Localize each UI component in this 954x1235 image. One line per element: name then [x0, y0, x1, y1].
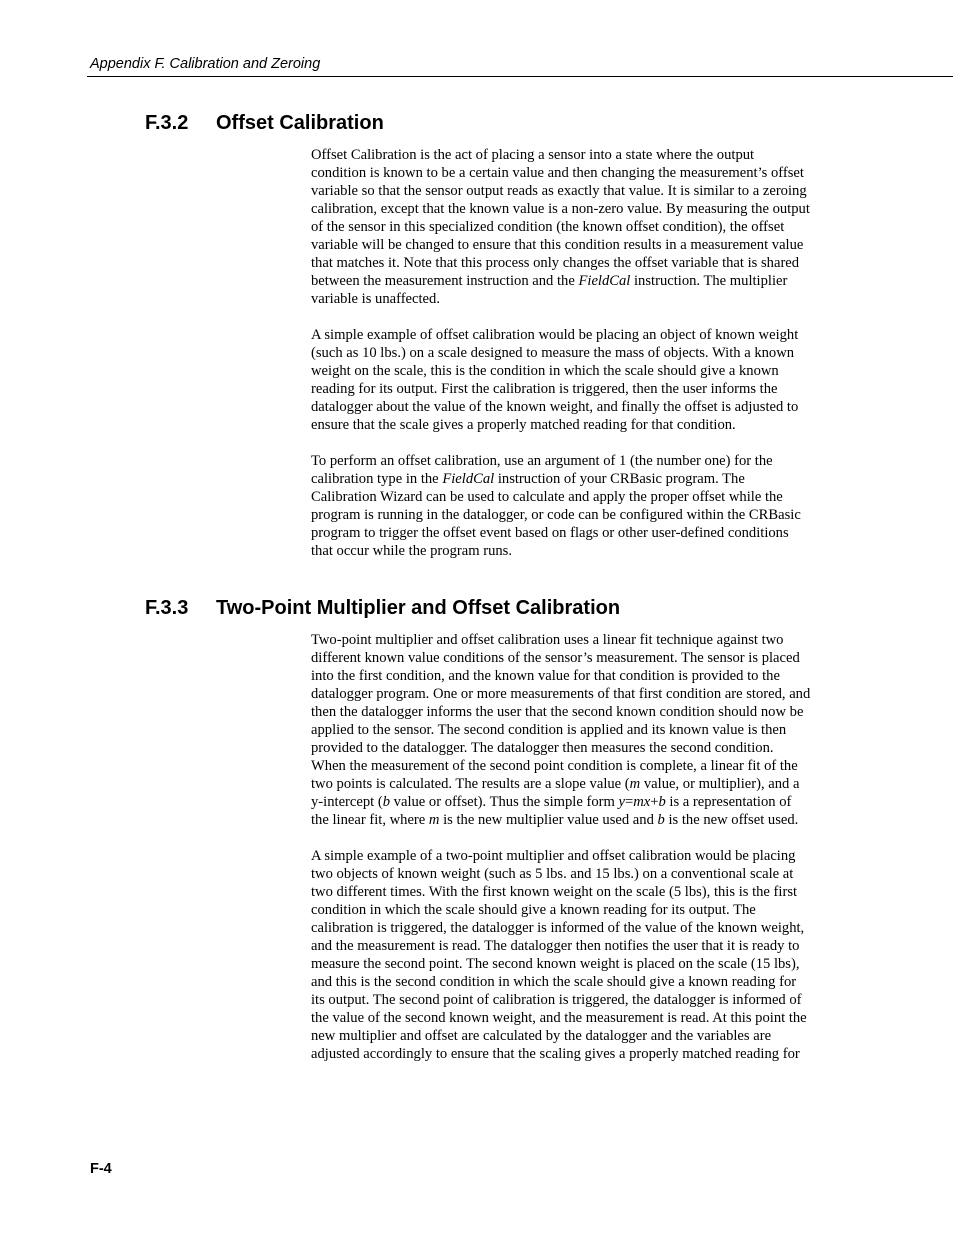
paragraph [311, 452, 811, 560]
paragraph [311, 847, 811, 1063]
section-heading-two-point-calibration [145, 597, 620, 620]
text-run: A simple example of a two-point multiplier and offset calibration would be placing two objects of known weight (such as 5 lbs. and 15 lbs.) on a conventional scale at two different times. With the first known weight on the scale (5 lbs), this is the first condition in which the scale should give a known reading for its output. The calibration is triggered, the datalogger is informed of the value of the known weight, and the measurement is read. The datalogger then notifies the user that it is ready to measure the second point. The second known weight is placed on the scale (15 lbs), and this is the second condition in which the scale should give a known reading for its output. The second point of calibration is triggered, the datalogger is informed of the value of the second known weight, and the measurement is read. At this point the new multiplier and offset are calculated by the datalogger and the variables are adjusted accordingly to ensure that the scaling gives a properly matched reading for [311, 848, 807, 1062]
text-run: is a representation of the linear fit, where [311, 794, 792, 828]
text-run: instruction of your CRBasic program. The Calibration Wizard can be used to calculate and apply the proper offset while the program is running in the datalogger, or code can be configured within the CRBasic program to trigger the offset event based on flags or other user-defined conditions that occur while the program runs. [311, 471, 801, 559]
running-header: Appendix F. Calibration and Zeroing [90, 56, 321, 72]
section-number: F.3.3 [145, 597, 189, 619]
emphasis: m [629, 776, 641, 792]
section-body [311, 146, 811, 560]
section-body [311, 631, 811, 1063]
page-number: F-4 [90, 1161, 112, 1177]
text-run: = [624, 794, 634, 810]
emphasis: b [658, 794, 666, 810]
section-number: F.3.2 [145, 112, 189, 134]
section-title: Offset Calibration [216, 112, 384, 134]
emphasis: b [657, 812, 665, 828]
text-run: + [650, 794, 659, 810]
text-run: To perform an offset calibration, use an argument of 1 (the number one) for the calibration type in the [311, 453, 773, 487]
emphasis: FieldCal [578, 273, 631, 289]
emphasis: FieldCal [442, 471, 495, 487]
section-heading-offset-calibration [145, 112, 384, 135]
paragraph [311, 631, 811, 829]
text-run: Two-point multiplier and offset calibration uses a linear fit technique against two different known value conditions of the sensor’s measurement. The sensor is placed into the first condition, and the known value for that condition is provided to the datalogger program. One or more measurements of that first condition are stored, and then the datalogger informs the user that the second known condition should now be applied to the sensor. The second condition is applied and its known value is then provided to the datalogger. The datalogger then measures the second condition. When the measurement of the second point condition is complete, a linear fit of the two points is calculated. The results are a slope value ( [311, 632, 811, 792]
text-run: instruction. The multiplier variable is unaffected. [311, 273, 788, 307]
emphasis: mx [633, 794, 651, 810]
header-rule [87, 76, 953, 77]
text-run: A simple example of offset calibration would be placing an object of known weight (such as 10 lbs.) on a scale designed to measure the mass of objects. With a known weight on the scale, this is the condition in which the scale should give a known reading for its output. First the calibration is triggered, then the user informs the datalogger about the value of the known weight, and finally the offset is adjusted to ensure that the scale gives a properly matched reading for that condition. [311, 327, 799, 433]
text-run: Offset Calibration is the act of placing a sensor into a state where the output condition is known to be a certain value and then changing the measurement’s offset variable so that the sensor output reads as exactly that value. It is similar to a zeroing calibration, except that the known value is a non-zero value. By measuring the output of the sensor in this specialized condition (the known offset condition), the offset variable will be changed to ensure that this condition results in a measurement value that matches it. Note that this process only changes the offset variable that is shared between the measurement instruction and the [311, 147, 810, 289]
emphasis: m [428, 812, 440, 828]
text-run: is the new offset used. [664, 812, 799, 828]
section-title: Two-Point Multiplier and Offset Calibration [216, 597, 621, 619]
emphasis: b [382, 794, 391, 810]
paragraph [311, 146, 811, 308]
text-run: is the new multiplier value used and [439, 812, 658, 828]
paragraph [311, 326, 811, 434]
text-run: value or offset). Thus the simple form [390, 794, 619, 810]
emphasis: y [618, 794, 625, 810]
text-run: value, or multiplier), and a y-intercept ( [311, 776, 800, 810]
